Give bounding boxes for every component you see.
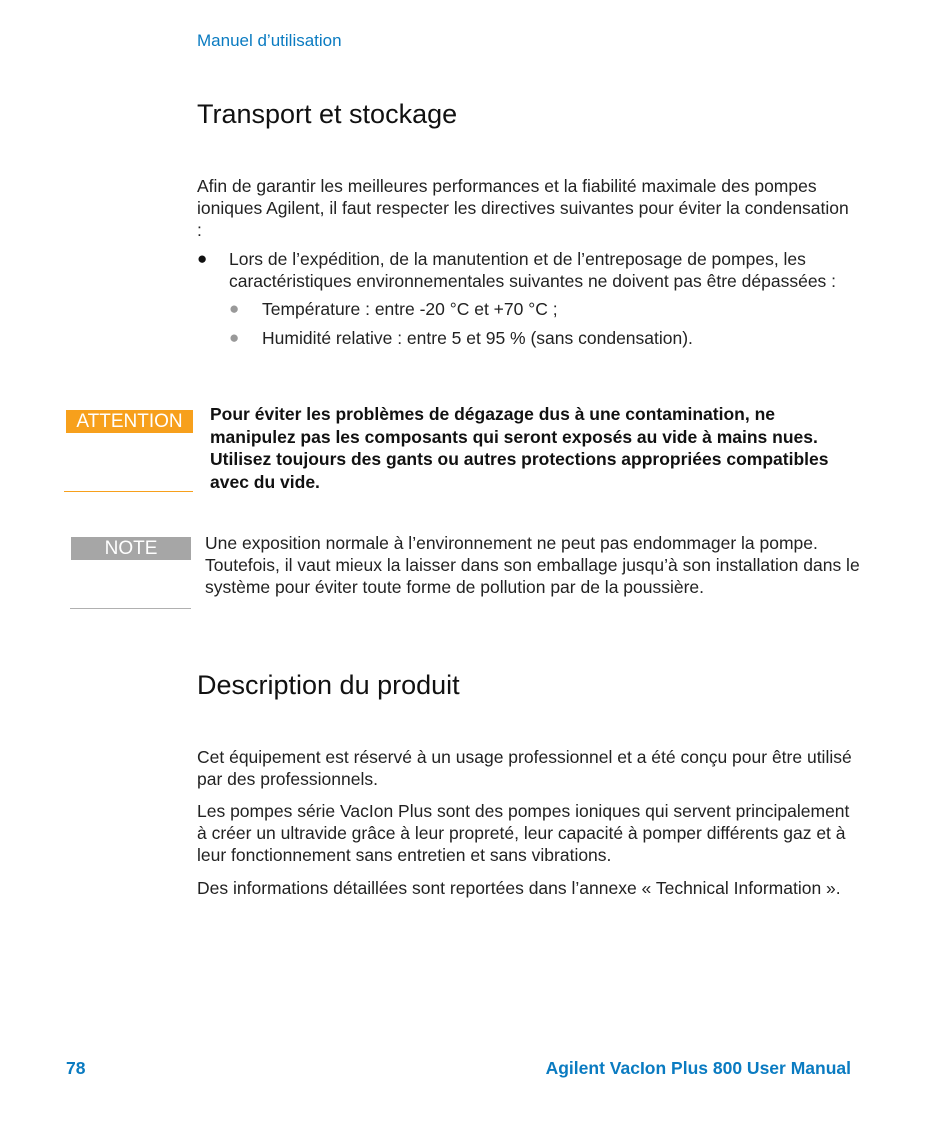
document-header-label: Manuel d’utilisation — [197, 31, 342, 50]
description-paragraph: Des informations détaillées sont reportées dans l’annexe « Technical Information ». — [197, 878, 841, 898]
sub-bullet-text: Humidité relative : entre 5 et 95 % (sans condensation). — [262, 328, 693, 348]
section-title-transport: Transport et stockage — [197, 99, 458, 129]
sub-bullet-dot-icon: ● — [229, 299, 240, 318]
note-text: Une exposition normale à l’environnement ne peut pas endommager la pompe. Toutefois, il vaut mieux la laisser dans son emballage jusqu’à son installation dans le système pour éviter toute forme de pollution par de la poussière. — [205, 533, 860, 597]
attention-badge: ATTENTION — [66, 410, 193, 433]
description-paragraph: Cet équipement est réservé à un usage professionnel et a été conçu pour être utilisé par des professionnels. — [197, 747, 852, 789]
sub-bullet-text: Température : entre -20 °C et +70 °C ; — [262, 299, 558, 319]
section-title-description: Description du produit — [197, 670, 460, 700]
attention-divider — [64, 491, 193, 492]
attention-text: Pour éviter les problèmes de dégazage dus à une contamination, ne manipulez pas les composants qui seront exposés au vide à mains nues. Utilisez toujours des gants ou autres protections appropriées compatibles avec du vide. — [210, 404, 829, 492]
sub-list-item — [229, 298, 849, 320]
bullet-dot-icon: ● — [197, 249, 208, 268]
page-number: 78 — [66, 1058, 86, 1078]
sub-bullet-dot-icon: ● — [229, 328, 240, 347]
footer-manual-title: Agilent VacIon Plus 800 User Manual — [545, 1058, 851, 1078]
transport-intro-paragraph: Afin de garantir les meilleures performances et la fiabilité maximale des pompes ioniques Agilent, il faut respecter les directives suivantes pour éviter la condensation : — [197, 176, 849, 240]
list-item — [197, 248, 857, 292]
note-divider — [70, 608, 191, 609]
bullet-text: Lors de l’expédition, de la manutention et de l’entreposage de pompes, les caractéristiques environnementales suivantes ne doivent pas être dépassées : — [229, 249, 837, 291]
note-badge: NOTE — [71, 537, 191, 560]
sub-list-item — [229, 327, 849, 349]
description-paragraph: Les pompes série VacIon Plus sont des pompes ioniques qui servent principalement à créer un ultravide grâce à leur propreté, leur capacité à pomper différents gaz et à leur fonctionnement sans entretien et sans vibrations. — [197, 801, 850, 865]
